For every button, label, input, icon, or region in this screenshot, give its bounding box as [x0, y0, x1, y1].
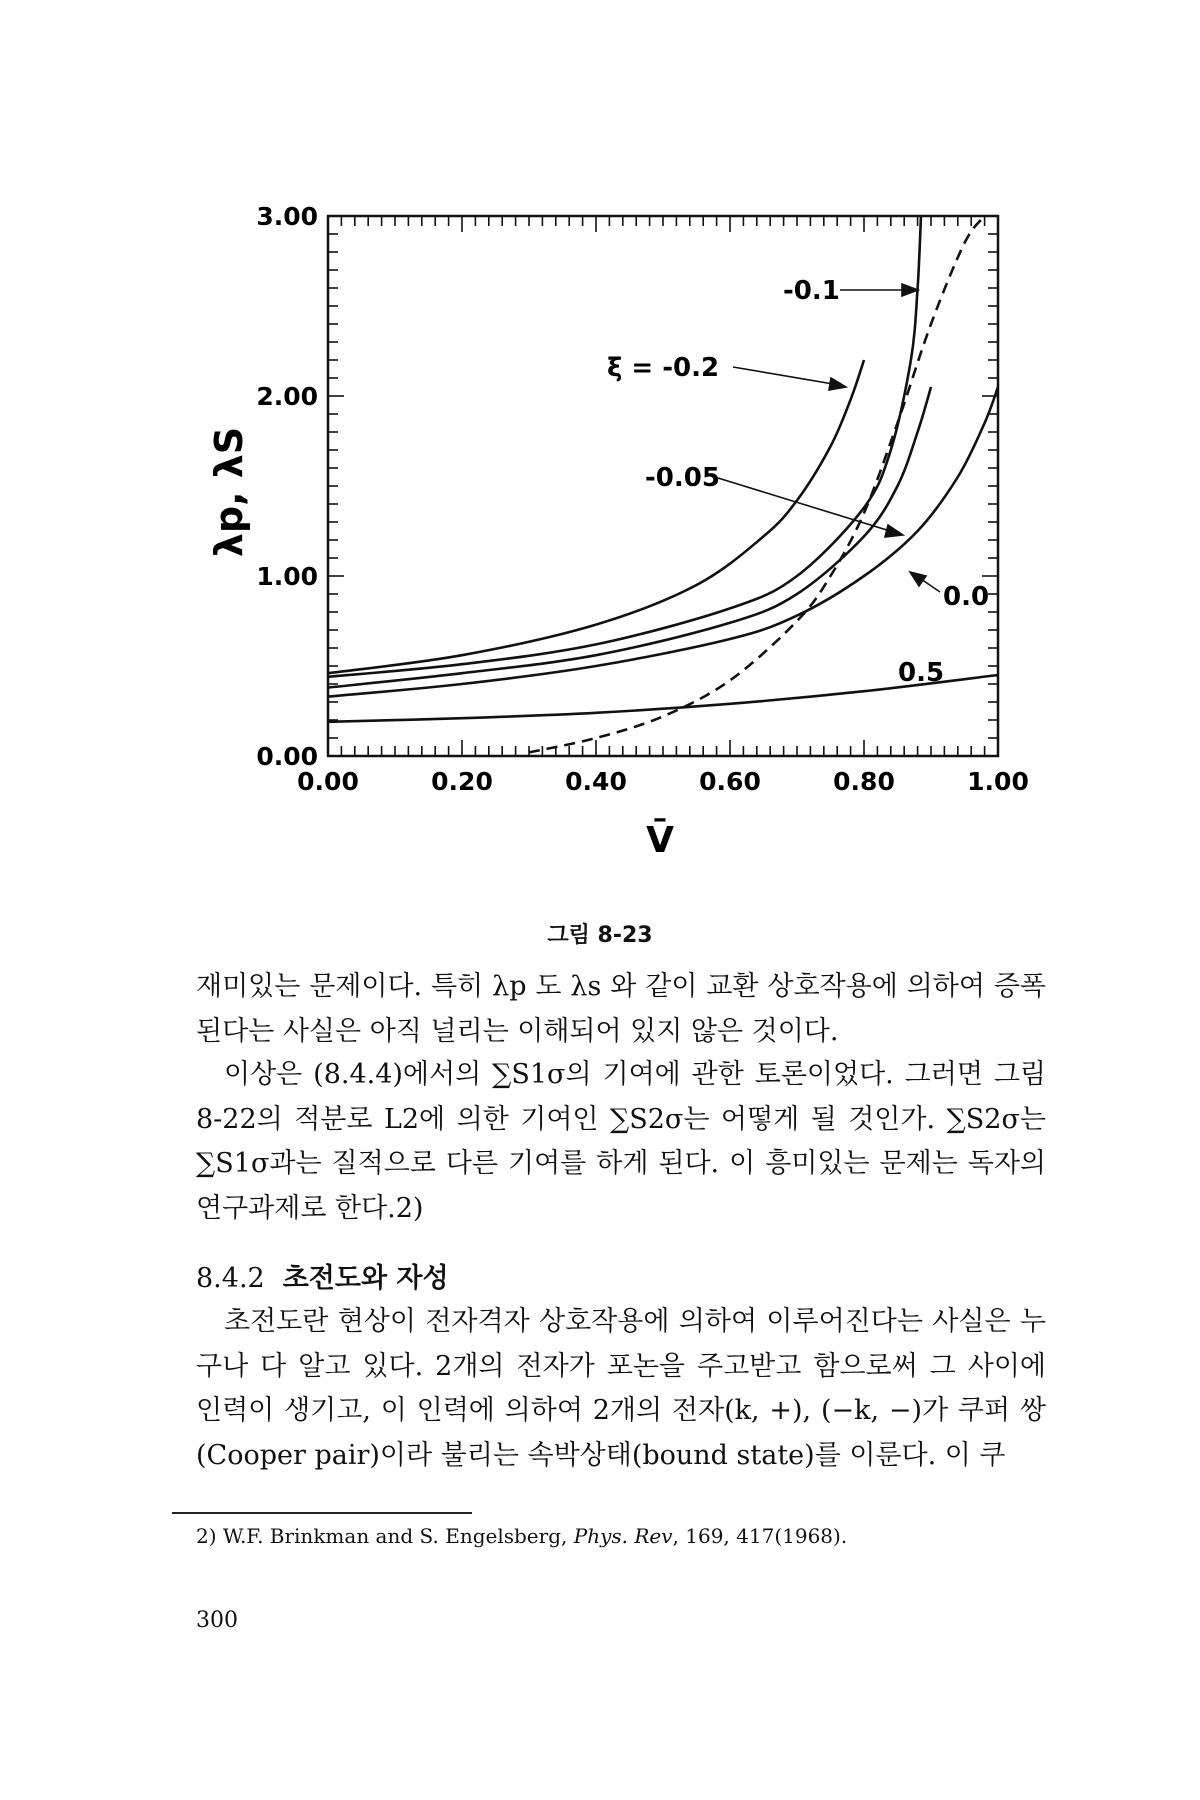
x-axis-label: V̄	[646, 820, 674, 861]
section-heading	[196, 1256, 449, 1295]
x-tick-label: 0.00	[297, 767, 359, 796]
footnote	[196, 1524, 847, 1548]
annotation-neg0.2: ξ = -0.2	[607, 353, 720, 383]
arrow-0.0	[921, 579, 940, 592]
arrow-neg0.05	[718, 478, 890, 531]
paragraph-1-text: 재미있는 문제이다. 특히 λp 도 λs 와 같이 교환 상호작용에 의하여 증폭된다는 사실은 아직 널리는 이해되어 있지 않은 것이다.	[196, 971, 1046, 1047]
annotation-0.5: 0.5	[898, 658, 945, 688]
figure-caption: 그림 8-23	[547, 923, 653, 948]
arrowhead-neg0.2	[829, 378, 846, 390]
paragraph-3	[196, 1300, 1046, 1478]
footnote-rule	[172, 1512, 472, 1514]
footnote-prefix: 2) W.F. Brinkman and S. Engelsberg,	[196, 1524, 574, 1548]
paragraph-3-text: 초전도란 현상이 전자격자 상호작용에 의하여 이루어진다는 사실은 누구나 다 알고 있다. 2개의 전자가 포논을 주고받고 함으로써 그 사이에 인력이 생기고, 이 인력에 의하여 2개의 전자(k, +), (−k, −)가 쿠퍼 쌍(Cooper pair)이라 불리는 속박상태(bound state)를 이룬다. 이 쿠	[196, 1306, 1046, 1471]
section-number: 8.4.2	[196, 1263, 265, 1294]
annotation-0.0: 0.0	[943, 582, 990, 612]
footnote-journal: Phys. Rev	[573, 1524, 673, 1548]
arrowhead-neg0.05	[885, 525, 903, 537]
x-tick-label: 1.00	[967, 767, 1029, 796]
arrowhead-neg0.1	[902, 284, 918, 296]
y-tick-label: 1.00	[256, 562, 318, 591]
arrowhead-0.0	[910, 572, 926, 586]
y-tick-label: 3.00	[256, 202, 318, 231]
paragraph-2-text: 이상은 (8.4.4)에서의 ∑S1σ의 기여에 관한 토론이었다. 그러면 그림 8-22의 적분로 L2에 의한 기여인 ∑S2σ는 어떻게 될 것인가. ∑S2σ는 ∑S1σ과는 질적으로 다른 기여를 하게 된다. 이 흥미있는 문제는 독자의 연구과제로 한다.2)	[196, 1059, 1046, 1224]
figure-8-23	[0, 0, 1200, 880]
x-tick-label: 0.60	[699, 767, 761, 796]
series-line	[328, 360, 864, 673]
annotation-neg0.05: -0.05	[645, 463, 720, 493]
paragraph-1	[196, 965, 1046, 1054]
paragraph-2	[196, 1053, 1046, 1231]
series-line	[328, 387, 998, 697]
y-axis-label: λp, λS	[207, 426, 251, 558]
annotation-neg0.1: -0.1	[783, 276, 840, 306]
arrow-neg0.2	[733, 367, 833, 384]
x-tick-label: 0.20	[431, 767, 493, 796]
x-tick-label: 0.80	[833, 767, 895, 796]
section-title: 초전도와 자성	[282, 1263, 449, 1294]
footnote-suffix: , 169, 417(1968).	[672, 1524, 848, 1548]
page-number: 300	[196, 1608, 238, 1633]
y-tick-label: 2.00	[256, 382, 318, 411]
y-tick-label: 0.00	[256, 742, 318, 771]
x-tick-label: 0.40	[565, 767, 627, 796]
